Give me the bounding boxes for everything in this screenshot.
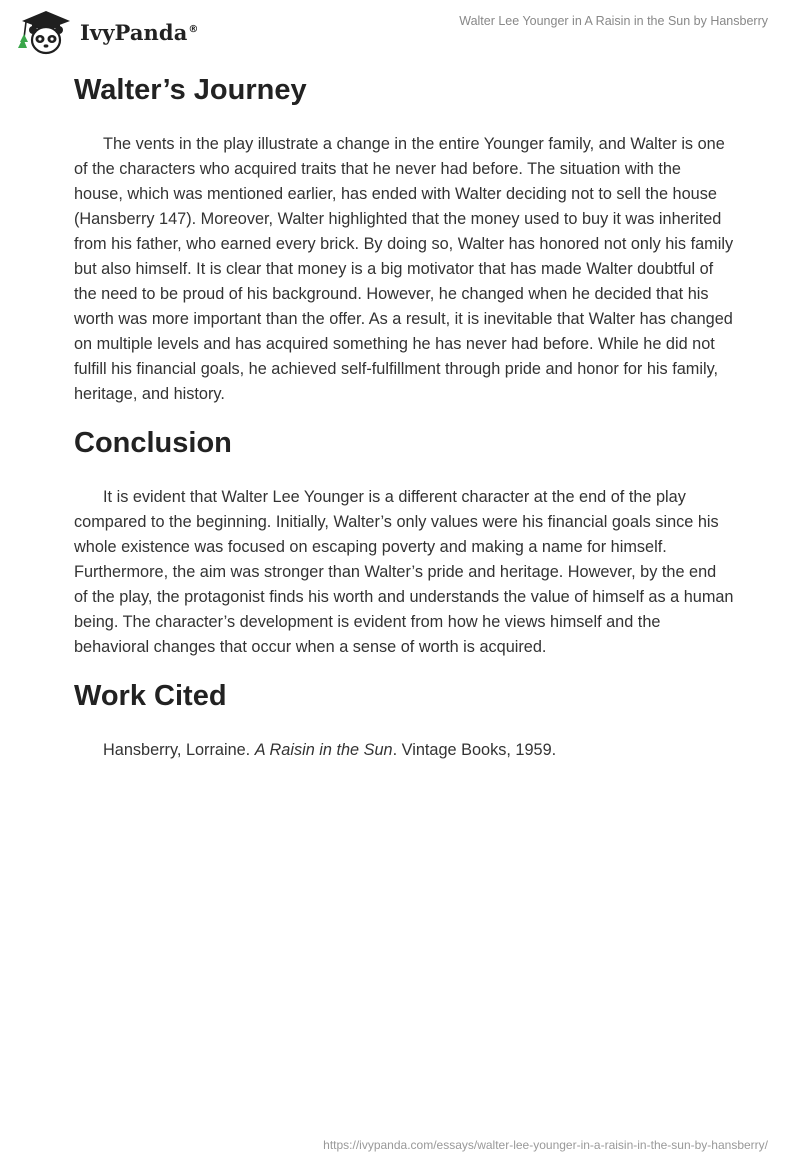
source-url[interactable]: https://ivypanda.com/essays/walter-lee-younger-in-a-raisin-in-the-sun-by-hansberry/ [323,1138,768,1152]
citation-entry: Hansberry, Lorraine. A Raisin in the Sun. Vintage Books, 1959. [103,741,557,759]
section-heading: Work Cited [74,680,227,712]
section-paragraph: It is evident that Walter Lee Younger is a different character at the end of the play compared to the beginning. Initially, Walter’s only values were his financial goals since his whole existence was focused on escaping poverty and making a name for himself. Furthermore, the aim was stronger than Walter’s pride and heritage. However, by the end of the play, the protagonist finds his worth and understands the value of himself as a human being. The character’s development is evident from how he views himself and the behavioral changes that occur when a sense of worth is acquired. [74,488,734,656]
section-paragraph: The vents in the play illustrate a change in the entire Younger family, and Walter is one of the characters who acquired traits that he never had before. The situation with the house, which was mentioned earlier, has ended with Walter deciding not to sell the house (Hansberry 147). Moreover, Walter highlighted that the money used to buy it was inherited from his father, who earned every brick. By doing so, Walter has honored not only his family but also himself. It is clear that money is a big motivator that has made Walter doubtful of the need to be proud of his background. However, he changed when he decided that his worth was more important than the offer. As a result, it is inevitable that Walter has changed on multiple levels and has acquired something he has never had before. While he did not fulfill his financial goals, he achieved self-fulfillment through pride and honor for his family, heritage, and history. [74,135,734,403]
logo[interactable] [14,8,199,56]
document-title: Walter Lee Younger in A Raisin in the Sun by Hansberry [459,14,768,28]
section-heading: Conclusion [74,427,232,459]
section-walters-journey [74,70,734,407]
essay-content [74,70,734,763]
section-conclusion [74,423,734,660]
citation-book-title: A Raisin in the Sun [254,741,393,759]
section-heading: Walter’s Journey [74,74,307,106]
section-work-cited [74,676,734,763]
logo-text: IvyPanda® [80,19,199,45]
page-header [0,0,800,62]
panda-graduate-icon [14,8,74,56]
